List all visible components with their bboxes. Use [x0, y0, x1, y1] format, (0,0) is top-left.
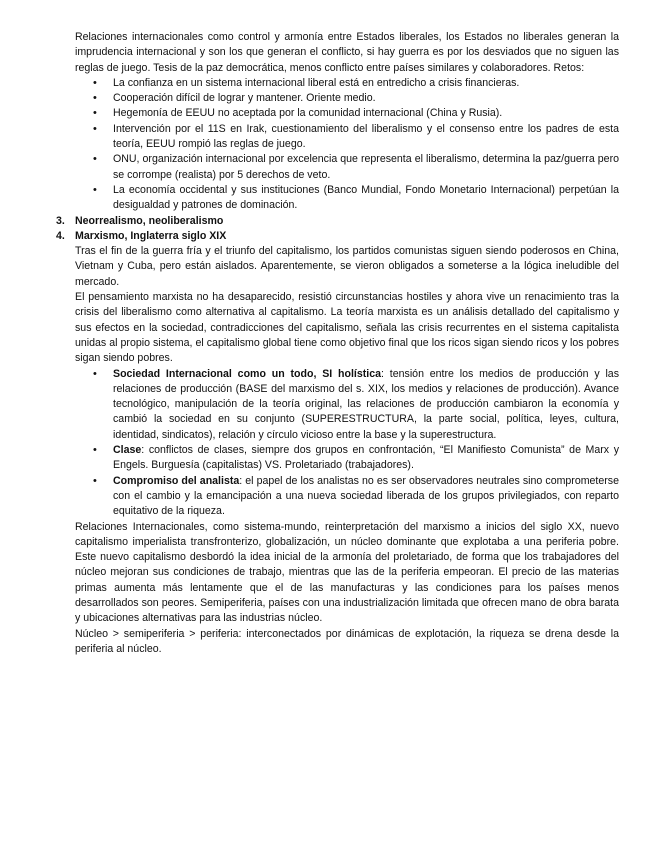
marxism-paragraph-2: El pensamiento marxista no ha desaparecido, resistió circunstancias hostiles y ahora vive un renacimiento tras la crisis del liberalismo como alternativa al capitalismo. La teoría marxista es un análisis detallado del capitalismo y sus efectos en la sociedad, contradicciones del capitalismo, señala las crisis recurrentes en el sistema capitalista unidas al propio sistema, el capitalismo global tiene como objetivo final que los ricos sigan siendo ricos y los pobres sigan siendo pobres. [75, 291, 619, 365]
list-item: • ONU, organización internacional por excelencia que representa el liberalismo, determina la paz/guerra pero se corrompe (realista) por 5 derechos de veto. [113, 152, 619, 183]
list-item [113, 367, 619, 443]
concept-term: Clase [113, 444, 142, 457]
concept-text: : el papel de los analistas no es ser observadores neutrales sino comprometerse con el cambio y la emancipación a una nueva sociedad liberada de los grupos privilegiados, con reparto equitativo de la riqueza. [113, 474, 619, 518]
concept-text: : conflictos de clases, siempre dos grupos en confrontación, “El Manifiesto Comunista” de Marx y Engels. Burguesía (capitalistas) VS. Proletariado (trabajadores). [113, 444, 619, 472]
marxism-paragraph-3: Relaciones Internacionales, como sistema-mundo, reinterpretación del marxismo a inicios del siglo XX, nuevo capitalismo imperialista transfronterizo, globalización, un núcleo dominante que explotaba a una periferia pobre. Este nuevo capitalismo desbordó la idea inicial de la armonía del proletariado, de forma que los trabajadores del núcleo mejoran sus condiciones de trabajo, mientras que las de la periferia empeoran. El precio de las materias primas aumenta más lentamente que el de las manufacturas y las condiciones para los países menos desarrollados son peores. Semiperiferia, países con una industrialización limitada que ofrecen mano de obra barata y ubicaciones alternativas para las industrias núcleo. [75, 520, 619, 625]
list-item: • Hegemonía de EEUU no aceptada por la comunidad internacional (China y Rusia). [113, 106, 619, 121]
section-number: 4. [56, 229, 65, 242]
list-item [113, 474, 619, 520]
concept-text: : tensión entre los medios de producción y las relaciones de producción (BASE del marxismo del s. XIX, los medios y relaciones de producción). Avance tecnológico, manipulación de la teoría original, las relaciones de producción cambiaron la economía y cambió la sociedad en su conjunto (SUPERESTRUCTURA, la parte social, política, leyes, cultura, identidad, sindicatos), relación y círculo vicioso entre la base y la superestructura. [113, 367, 619, 441]
list-item: • La confianza en un sistema internacional liberal está en entredicho a crisis financieras. [113, 76, 619, 91]
section-heading-3 [56, 214, 619, 229]
concepts-list [75, 367, 619, 520]
section-number: 3. [56, 214, 65, 227]
section-heading-4 [56, 229, 619, 244]
marxism-paragraph-1: Tras el fin de la guerra fría y el triunfo del capitalismo, los partidos comunistas siguen siendo poderosos en China, Vietnam y Cuba, pero están aislados. Aparentemente, se vieron obligados a someterse a la lógica ineludible del mercado. [75, 245, 619, 288]
list-item: • La economía occidental y sus instituciones (Banco Mundial, Fondo Monetario Internacional) perpetúan la desigualdad y patrones de dominación. [113, 183, 619, 214]
concept-term: Sociedad Internacional como un todo, SI holística [113, 367, 382, 380]
marxism-paragraph-4: Núcleo > semiperiferia > periferia: interconectados por dinámicas de explotación, la riqueza se drena desde la periferia al núcleo. [75, 627, 619, 655]
intro-paragraph: Relaciones internacionales como control y armonía entre Estados liberales, los Estados no liberales generan la imprudencia internacional y son los que generan el conflicto, si hay guerra es por los desviados que no siguen las reglas de juego. Tesis de la paz democrática, menos conflicto entre países similares y colaboradores. Retos: [75, 31, 619, 74]
list-item: • Intervención por el 11S en Irak, cuestionamiento del liberalismo y el consenso entre los padres de esta teoría, EEUU rompió las reglas de juego. [113, 122, 619, 153]
retos-list [75, 76, 619, 214]
section-title: Neorrealismo, neoliberalismo [75, 214, 224, 227]
list-item: • Cooperación difícil de lograr y mantener. Oriente medio. [113, 91, 619, 106]
list-item [113, 443, 619, 474]
concept-term: Compromiso del analista [113, 474, 240, 487]
section-title: Marxismo, Inglaterra siglo XIX [75, 229, 227, 242]
